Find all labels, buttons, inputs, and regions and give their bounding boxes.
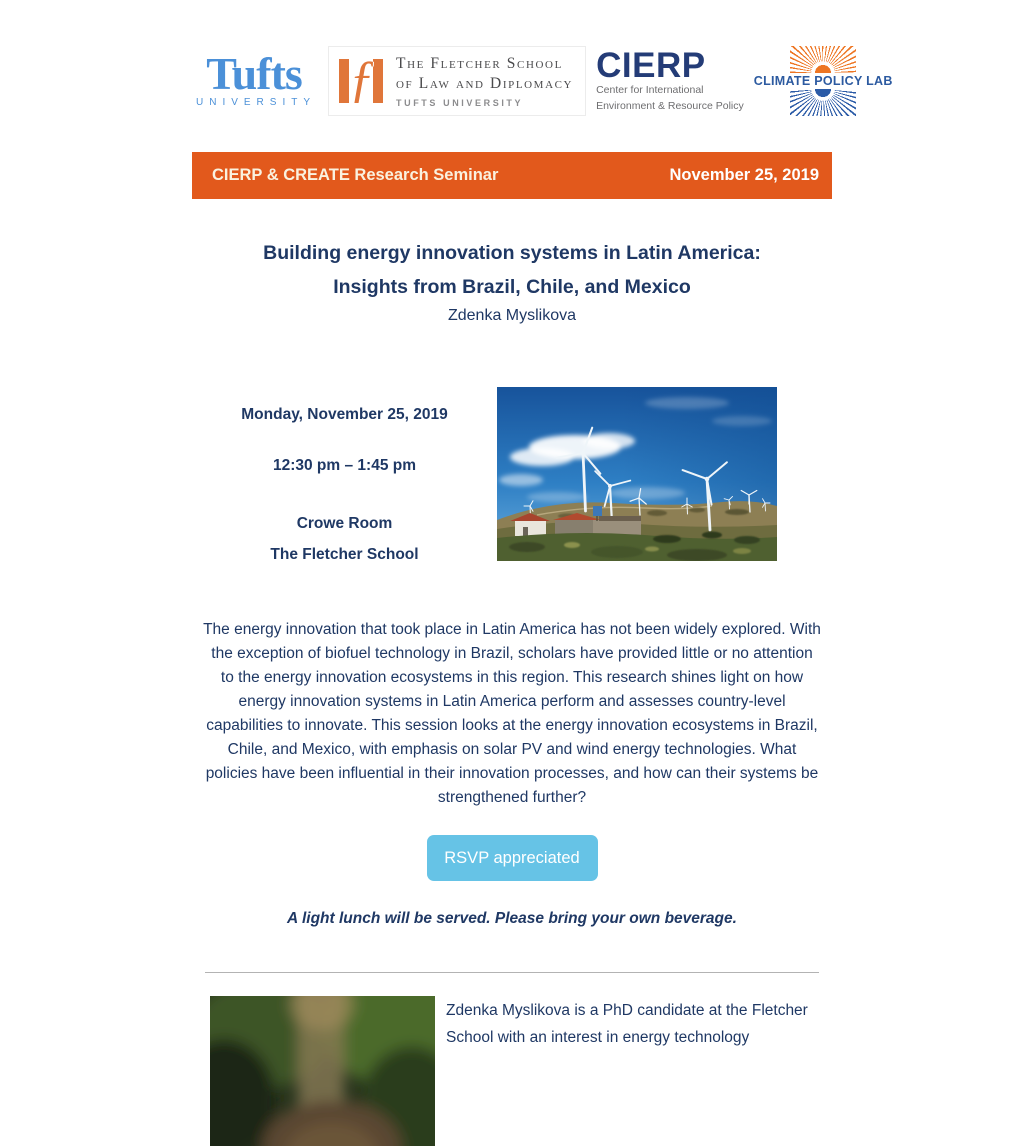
wind-farm-photo — [497, 387, 777, 561]
tufts-subtitle: UNIVERSITY — [196, 97, 317, 109]
speaker-portrait-photo — [210, 996, 435, 1146]
fletcher-monogram-icon — [337, 51, 387, 108]
tufts-university-logo[interactable] — [192, 47, 318, 109]
tufts-wordmark: Tufts — [206, 47, 302, 99]
climate-policy-lab-logo[interactable] — [754, 46, 893, 116]
section-divider — [205, 972, 819, 973]
event-details — [192, 387, 497, 570]
logo-row — [192, 45, 893, 117]
details-section — [192, 387, 832, 570]
rsvp-button[interactable]: RSVP appreciated — [427, 835, 598, 881]
seminar-description: The energy innovation that took place in Latin America has not been widely explored. With the exception of biofuel technology in Brazil, scholars have provided little or no attention to the energy innovation ecosystems in this region. This research shines light on how energy innovation systems in Latin America perform and assesses country-level capabilities to innovate. This session looks at the energy innovation ecosystems in Brazil, Chile, and Mexico, with emphasis on solar PV and wind energy technologies. What policies have been influential in their innovation processes, and how can their systems be strengthened further? — [203, 621, 821, 806]
fletcher-subtitle: TUFTS UNIVERSITY — [396, 97, 524, 108]
event-time: 12:30 pm – 1:45 pm — [272, 457, 416, 474]
fletcher-f-glyph: ƒ — [349, 51, 376, 108]
banner-title: CIERP & CREATE Research Seminar — [212, 166, 499, 184]
seminar-title: Building energy innovation systems in Latin America: Insights from Brazil, Chile, and Mexico — [263, 242, 761, 298]
fletcher-name-line2: of Law and Diplomacy — [396, 74, 574, 92]
seminar-speaker-name: Zdenka Myslikova — [447, 307, 577, 324]
email-page — [192, 45, 893, 1146]
cierp-subtitle-line1: Center for International — [596, 83, 704, 96]
lunch-note: A light lunch will be served. Please bring your own beverage. — [287, 910, 737, 927]
fletcher-school-logo[interactable] — [328, 46, 586, 116]
event-room: Crowe Room — [296, 515, 393, 532]
event-date: Monday, November 25, 2019 — [241, 406, 448, 423]
cierp-subtitle-line2: Environment & Resource Policy — [596, 99, 744, 112]
banner-date: November 25, 2019 — [669, 166, 819, 184]
fletcher-name-line1: The Fletcher School — [396, 55, 563, 73]
climate-policy-lab-label: CLIMATE POLICY LAB — [753, 74, 893, 88]
seminar-banner — [192, 152, 832, 199]
event-venue: The Fletcher School — [270, 546, 419, 563]
speaker-bio-section — [192, 996, 832, 1146]
sunburst-blue-icon — [790, 89, 856, 116]
cierp-wordmark: CIERP — [596, 45, 706, 85]
sunburst-orange-icon — [790, 46, 856, 73]
speaker-bio-text: Zdenka Myslikova is a PhD candidate at the Fletcher School with an interest in energy technology — [446, 1002, 808, 1046]
cierp-logo[interactable] — [596, 45, 744, 114]
